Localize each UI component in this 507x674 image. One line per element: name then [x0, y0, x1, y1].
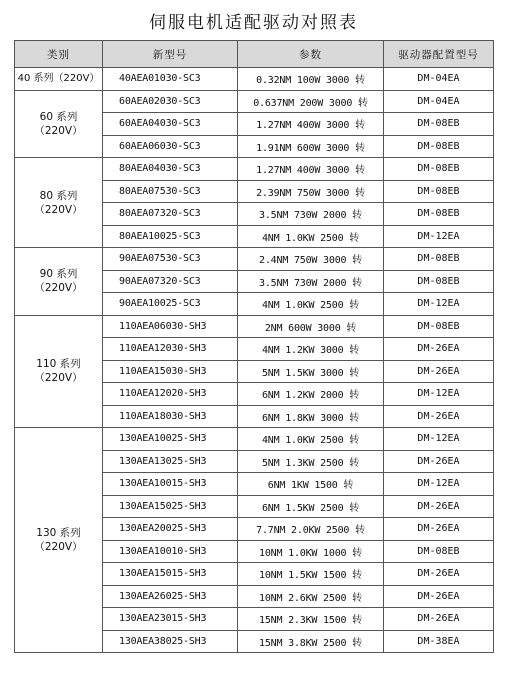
driver-cell: DM-12EA: [384, 383, 494, 406]
param-cell: 4NM 1.2KW 3000 转: [238, 338, 384, 361]
model-cell: 130AEA20025-SH3: [103, 518, 238, 541]
category-cell: [15, 428, 103, 653]
table-row: [15, 315, 494, 338]
model-cell: 130AEA26025-SH3: [103, 585, 238, 608]
model-cell: 110AEA06030-SH3: [103, 315, 238, 338]
category-label: 80 系列: [39, 189, 78, 202]
model-cell: 130AEA15015-SH3: [103, 563, 238, 586]
param-cell: 10NM 1.5KW 1500 转: [238, 563, 384, 586]
param-cell: 2.4NM 750W 3000 转: [238, 248, 384, 271]
param-cell: 5NM 1.5KW 3000 转: [238, 360, 384, 383]
category-cell: [15, 315, 103, 428]
model-cell: 90AEA10025-SC3: [103, 293, 238, 316]
category-label: 90 系列: [39, 268, 78, 281]
model-cell: 80AEA07320-SC3: [103, 203, 238, 226]
model-cell: 110AEA15030-SH3: [103, 360, 238, 383]
driver-cell: DM-12EA: [384, 428, 494, 451]
param-cell: 1.27NM 400W 3000 转: [238, 113, 384, 136]
driver-cell: DM-26EA: [384, 405, 494, 428]
model-cell: 130AEA10010-SH3: [103, 540, 238, 563]
driver-cell: DM-26EA: [384, 563, 494, 586]
driver-cell: DM-04EA: [384, 68, 494, 91]
category-label: 60 系列: [39, 110, 78, 123]
param-cell: 4NM 1.0KW 2500 转: [238, 293, 384, 316]
model-cell: 130AEA38025-SH3: [103, 630, 238, 653]
driver-cell: DM-08EB: [384, 135, 494, 158]
param-cell: 10NM 2.6KW 2500 转: [238, 585, 384, 608]
driver-cell: DM-08EB: [384, 180, 494, 203]
model-cell: 130AEA10025-SH3: [103, 428, 238, 451]
header-params: 参数: [238, 41, 384, 68]
table-row: [15, 68, 494, 91]
param-cell: 3.5NM 730W 2000 转: [238, 203, 384, 226]
header-driver: 驱动器配置型号: [384, 41, 494, 68]
param-cell: 3.5NM 730W 2000 转: [238, 270, 384, 293]
table-row: [15, 428, 494, 451]
driver-cell: DM-26EA: [384, 338, 494, 361]
param-cell: 0.32NM 100W 3000 转: [238, 68, 384, 91]
model-cell: 60AEA06030-SC3: [103, 135, 238, 158]
category-cell: [15, 248, 103, 316]
model-cell: 130AEA13025-SH3: [103, 450, 238, 473]
servo-driver-table: [14, 40, 494, 653]
model-cell: 60AEA04030-SC3: [103, 113, 238, 136]
model-cell: 60AEA02030-SC3: [103, 90, 238, 113]
model-cell: 130AEA15025-SH3: [103, 495, 238, 518]
driver-cell: DM-08EB: [384, 270, 494, 293]
driver-cell: DM-08EB: [384, 203, 494, 226]
driver-cell: DM-12EA: [384, 473, 494, 496]
header-category: 类别: [15, 41, 103, 68]
param-cell: 4NM 1.0KW 2500 转: [238, 225, 384, 248]
model-cell: 130AEA10015-SH3: [103, 473, 238, 496]
param-cell: 1.91NM 600W 3000 转: [238, 135, 384, 158]
model-cell: 80AEA04030-SC3: [103, 158, 238, 181]
table-row: [15, 158, 494, 181]
model-cell: 110AEA18030-SH3: [103, 405, 238, 428]
model-cell: 90AEA07320-SC3: [103, 270, 238, 293]
model-cell: 130AEA23015-SH3: [103, 608, 238, 631]
driver-cell: DM-04EA: [384, 90, 494, 113]
param-cell: 4NM 1.0KW 2500 转: [238, 428, 384, 451]
category-label: 110 系列: [36, 358, 81, 371]
category-label: （220V）: [34, 282, 83, 295]
category-label: （220V）: [34, 541, 83, 553]
category-cell: [15, 68, 103, 91]
model-cell: 80AEA07530-SC3: [103, 180, 238, 203]
param-cell: 6NM 1.5KW 2500 转: [238, 495, 384, 518]
param-cell: 0.637NM 200W 3000 转: [238, 90, 384, 113]
driver-cell: DM-08EB: [384, 540, 494, 563]
driver-cell: DM-08EB: [384, 248, 494, 271]
table-row: [15, 90, 494, 113]
category-label: （220V）: [34, 372, 83, 385]
param-cell: 15NM 3.8KW 2500 转: [238, 630, 384, 653]
page-title: 伺服电机适配驱动对照表: [149, 13, 358, 33]
table-row: [15, 248, 494, 271]
driver-cell: DM-26EA: [384, 495, 494, 518]
param-cell: 6NM 1KW 1500 转: [238, 473, 384, 496]
param-cell: 5NM 1.3KW 2500 转: [238, 450, 384, 473]
driver-cell: DM-26EA: [384, 360, 494, 383]
driver-cell: DM-38EA: [384, 630, 494, 653]
header-model: 新型号: [103, 41, 238, 68]
table-header-row: [15, 41, 494, 68]
driver-cell: DM-08EB: [384, 315, 494, 338]
driver-cell: DM-08EB: [384, 113, 494, 136]
model-cell: 90AEA07530-SC3: [103, 248, 238, 271]
category-label: （220V）: [34, 203, 83, 216]
param-cell: 10NM 1.0KW 1000 转: [238, 540, 384, 563]
category-cell: [15, 158, 103, 248]
model-cell: 80AEA10025-SC3: [103, 225, 238, 248]
model-cell: 40AEA01030-SC3: [103, 68, 238, 91]
driver-cell: DM-12EA: [384, 225, 494, 248]
driver-cell: DM-26EA: [384, 518, 494, 541]
param-cell: 15NM 2.3KW 1500 转: [238, 608, 384, 631]
driver-cell: DM-08EB: [384, 158, 494, 181]
param-cell: 6NM 1.8KW 3000 转: [238, 405, 384, 428]
driver-cell: DM-26EA: [384, 585, 494, 608]
category-label: 130 系列: [36, 527, 81, 539]
param-cell: 2NM 600W 3000 转: [238, 315, 384, 338]
driver-cell: DM-26EA: [384, 608, 494, 631]
param-cell: 6NM 1.2KW 2000 转: [238, 383, 384, 406]
model-cell: 110AEA12020-SH3: [103, 383, 238, 406]
category-label: （220V）: [34, 124, 83, 137]
driver-cell: DM-26EA: [384, 450, 494, 473]
table-body: [15, 68, 494, 653]
category-cell: [15, 90, 103, 158]
param-cell: 1.27NM 400W 3000 转: [238, 158, 384, 181]
param-cell: 2.39NM 750W 3000 转: [238, 180, 384, 203]
param-cell: 7.7NM 2.0KW 2500 转: [238, 518, 384, 541]
category-label: 40 系列（220V）: [17, 72, 100, 84]
driver-cell: DM-12EA: [384, 293, 494, 316]
model-cell: 110AEA12030-SH3: [103, 338, 238, 361]
